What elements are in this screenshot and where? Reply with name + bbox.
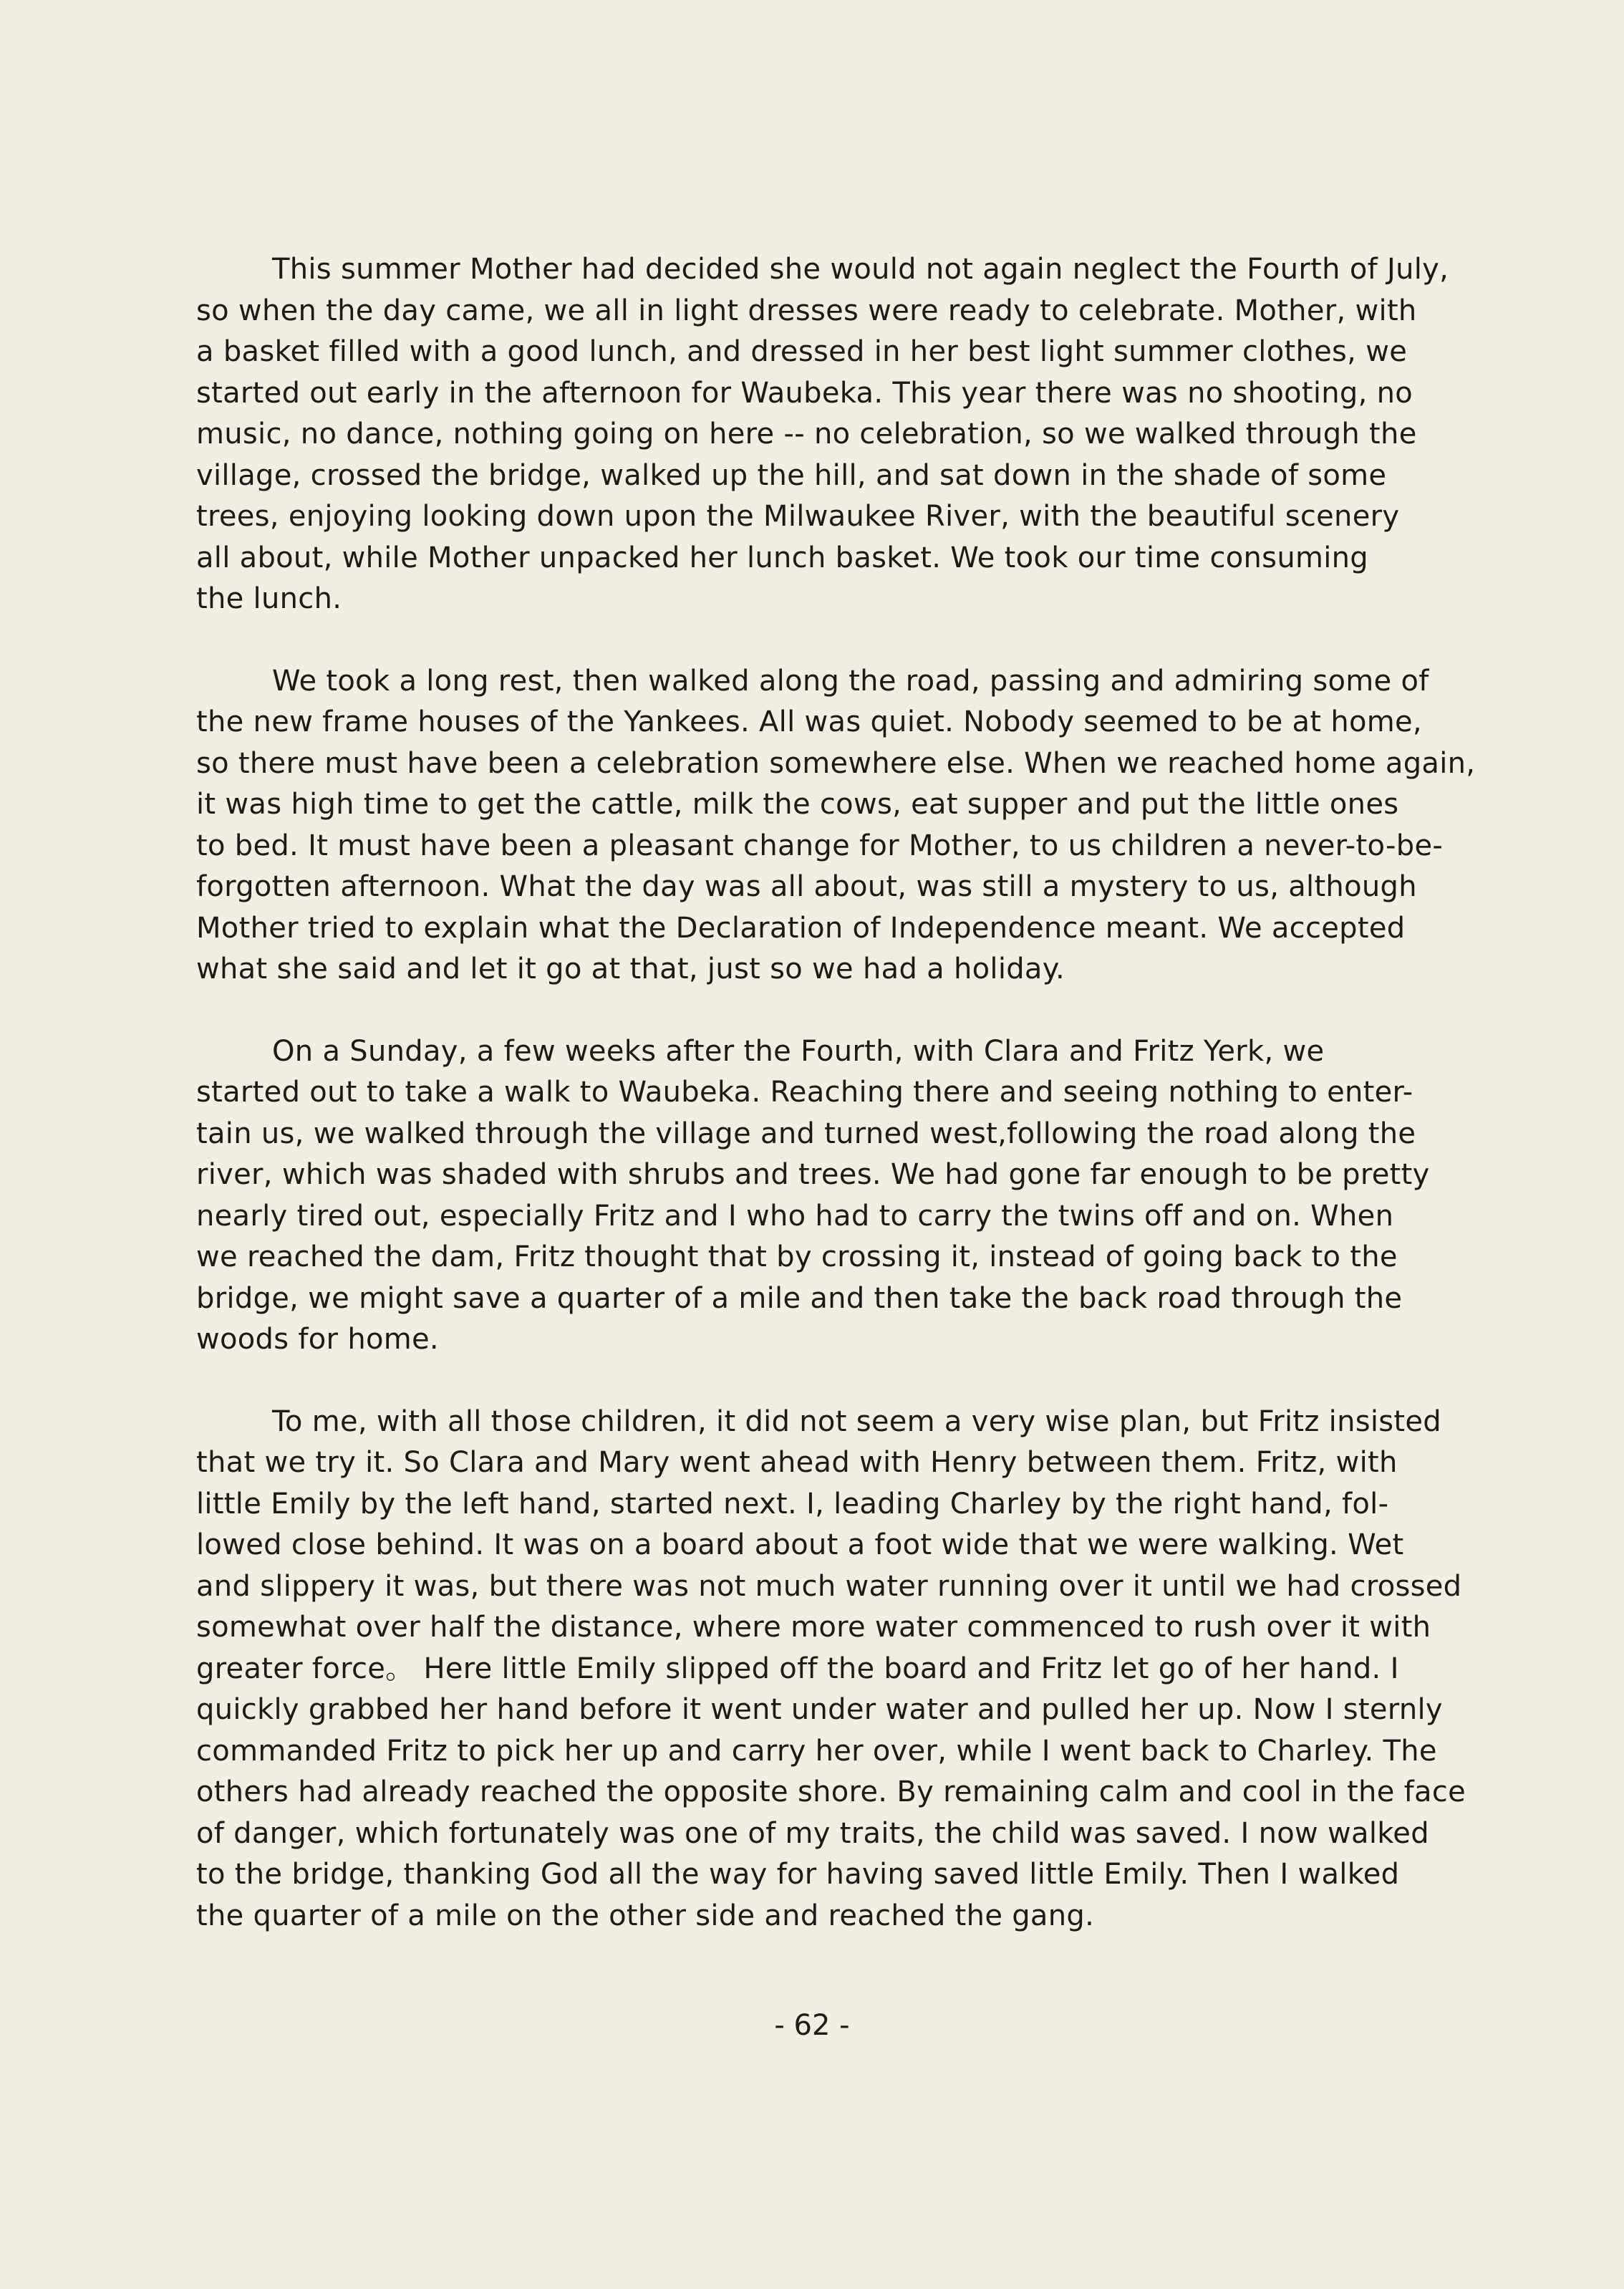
text-line: woods for home.	[196, 1323, 439, 1356]
paragraph-spacer	[196, 1361, 1582, 1402]
text-line: and slippery it was, but there was not much water running over it until we had crossed	[196, 1569, 1462, 1603]
text-line: the new frame houses of the Yankees. All was quiet. Nobody seemed to be at home,	[196, 705, 1422, 738]
text-line: Mother tried to explain what the Declaration of Independence meant. We accepted	[196, 911, 1406, 945]
text-line: others had already reached the opposite shore. By remaining calm and cool in the face	[196, 1775, 1466, 1808]
text-line: trees, enjoying looking down upon the Milwaukee River, with the beautiful scenery	[196, 500, 1400, 533]
text-line: all about, while Mother unpacked her lunch basket. We took our time consuming	[196, 541, 1368, 574]
text-line: the quarter of a mile on the other side and reached the gang.	[196, 1899, 1095, 1932]
text-line: it was high time to get the cattle, milk the cows, eat supper and put the little ones	[196, 788, 1399, 821]
text-line: somewhat over half the distance, where more water commenced to rush over it with	[196, 1611, 1431, 1644]
text-line: tain us, we walked through the village and turned west,following the road along the	[196, 1117, 1416, 1150]
text-line: lowed close behind. It was on a board about a foot wide that we were walking. Wet	[196, 1528, 1404, 1561]
text-line: To me, with all those children, it did not seem a very wise plan, but Fritz insisted	[272, 1404, 1441, 1438]
text-line: We took a long rest, then walked along the road, passing and admiring some of	[272, 664, 1429, 698]
paragraph	[196, 249, 1582, 620]
text-line: music, no dance, nothing going on here -- no celebration, so we walked through the	[196, 418, 1417, 450]
paragraph-spacer	[196, 620, 1582, 661]
text-line: to the bridge, thanking God all the way for having saved little Emily. Then I walked	[196, 1858, 1400, 1891]
paragraph-spacer	[196, 991, 1582, 1031]
text-line: nearly tired out, especially Fritz and I who had to carry the twins off and on. When	[196, 1199, 1394, 1233]
text-line: commanded Fritz to pick her up and carry her over, while I went back to Charley. The	[196, 1734, 1437, 1768]
text-line: little Emily by the left hand, started next. I, leading Charley by the right hand, fol-	[196, 1487, 1389, 1521]
text-line: forgotten afternoon. What the day was all about, was still a mystery to us, although	[196, 870, 1417, 903]
paragraph	[196, 1031, 1582, 1361]
text-line: started out early in the afternoon for Waubeka. This year there was no shooting, no	[196, 376, 1413, 410]
text-line: bridge, we might save a quarter of a mile and then take the back road through the	[196, 1281, 1403, 1315]
text-line: the lunch.	[196, 582, 342, 615]
body-text	[196, 249, 1582, 1937]
text-line: we reached the dam, Fritz thought that by crossing it, instead of going back to the	[196, 1240, 1398, 1273]
text-line: quickly grabbed her hand before it went under water and pulled her up. Now I sternly	[196, 1693, 1443, 1726]
text-line: so when the day came, we all in light dresses were ready to celebrate. Mother, with	[196, 294, 1417, 327]
text-line: This summer Mother had decided she would not again neglect the Fourth of July,	[272, 253, 1449, 286]
text-line: what she said and let it go at that, just so we had a holiday.	[196, 953, 1065, 986]
text-line: river, which was shaded with shrubs and trees. We had gone far enough to be pretty	[196, 1158, 1430, 1191]
text-line: greater force。 Here little Emily slipped off the board and Fritz let go of her hand. I	[196, 1652, 1399, 1685]
text-line: On a Sunday, a few weeks after the Fourth, with Clara and Fritz Yerk, we	[272, 1034, 1325, 1068]
paragraph	[196, 1402, 1582, 1937]
text-line: to bed. It must have been a pleasant change for Mother, to us children a never-to-be-	[196, 829, 1444, 862]
page-number: - 62 -	[774, 2009, 850, 2042]
text-line: started out to take a walk to Waubeka. Reaching there and seeing nothing to enter-	[196, 1076, 1413, 1109]
text-line: a basket filled with a good lunch, and dressed in her best light summer clothes, we	[196, 335, 1408, 368]
text-line: of danger, which fortunately was one of my traits, the child was saved. I now walked	[196, 1816, 1429, 1850]
text-line: village, crossed the bridge, walked up the hill, and sat down in the shade of some	[196, 458, 1387, 492]
text-line: so there must have been a celebration somewhere else. When we reached home again,	[196, 746, 1476, 780]
text-line: that we try it. So Clara and Mary went ahead with Henry between them. Fritz, with	[196, 1446, 1398, 1479]
paragraph	[196, 661, 1582, 991]
